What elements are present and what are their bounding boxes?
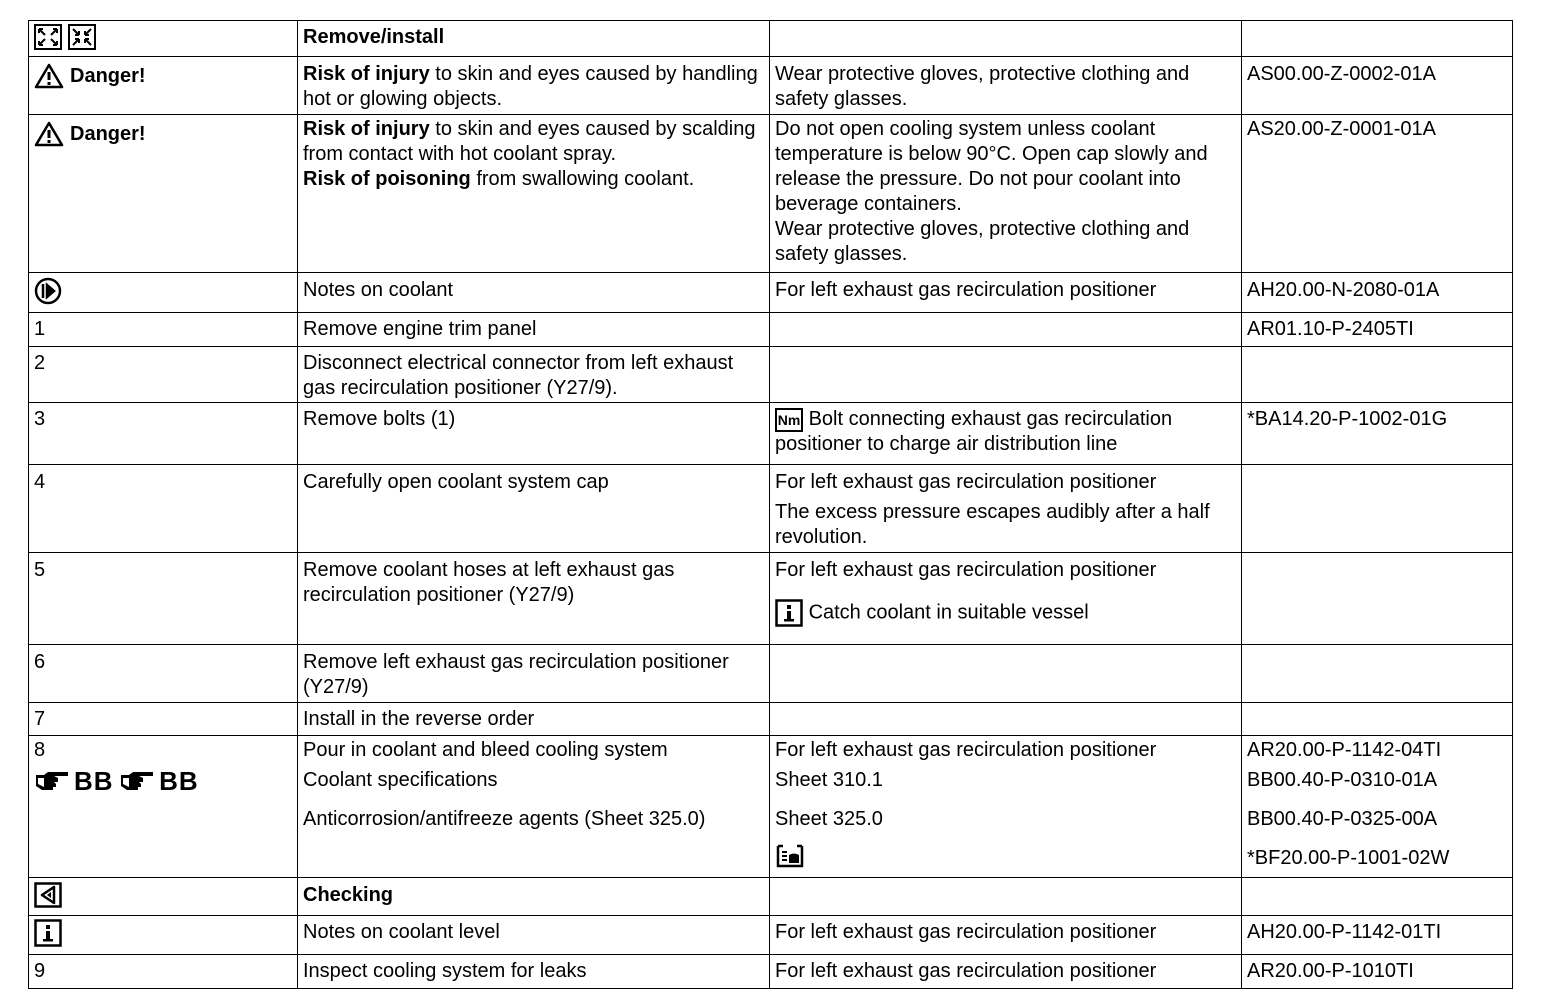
note-scope-cell: For left exhaust gas recirculation positioner xyxy=(770,273,1242,313)
document-reference[interactable]: AH20.00-N-2080-01A xyxy=(1247,279,1440,301)
step-text: Remove coolant hoses at left exhaust gas recirculation positioner (Y27/9) xyxy=(298,553,770,645)
danger-row xyxy=(29,115,1513,273)
header-row xyxy=(29,21,1513,57)
danger-measure-cell: Do not open cooling system unless coolant temperature is below 90°C. Open cap slowly and release the pressure. Do not pour coolant into beverage containers. Wear protective gloves, protective clothing and safety glasses. xyxy=(770,115,1242,273)
document-reference[interactable]: *BF20.00-P-1001-02W xyxy=(1247,847,1450,869)
procedure-table xyxy=(28,20,1513,989)
checking-title: Checking xyxy=(298,878,770,916)
step-ref xyxy=(1242,703,1513,736)
step-text: Inspect cooling system for leaks xyxy=(298,955,770,989)
document-reference[interactable]: AS20.00-Z-0001-01A xyxy=(1247,118,1437,140)
step-text: Install in the reverse order xyxy=(298,703,770,736)
step-text: Remove bolts (1) xyxy=(298,403,770,465)
info-icon xyxy=(775,599,803,627)
danger-label: Danger! xyxy=(34,63,146,89)
note-icon-cell xyxy=(29,273,298,313)
danger-label-cell xyxy=(29,115,298,273)
step-number: 3 xyxy=(29,403,298,465)
step-info: For left exhaust gas recirculation positioner xyxy=(770,916,1242,955)
step-row xyxy=(29,553,1513,645)
step-row xyxy=(29,347,1513,403)
danger-risk-cell: Risk of injury to skin and eyes caused by handling hot or glowing objects. xyxy=(298,57,770,115)
step-text: Remove engine trim panel xyxy=(298,313,770,347)
warning-triangle-icon xyxy=(34,121,64,147)
step-text: Disconnect electrical connector from left exhaust gas recirculation positioner (Y27/9). xyxy=(298,347,770,403)
note-ref-cell xyxy=(1242,273,1513,313)
step-number: 8 BB BB xyxy=(29,736,298,878)
info-icon xyxy=(34,919,62,947)
bb-reference-label: BB xyxy=(34,763,114,799)
checking-empty-cell xyxy=(1242,878,1513,916)
step-info: For left exhaust gas recirculation positioner The excess pressure escapes audibly after a half revolution. xyxy=(770,465,1242,553)
step-number: 7 xyxy=(29,703,298,736)
torque-nm-icon: Nm xyxy=(775,408,803,432)
document-reference[interactable]: AH20.00-P-1142-01TI xyxy=(1247,921,1442,943)
warning-triangle-icon xyxy=(34,63,64,89)
header-empty-cell xyxy=(1242,21,1513,57)
step-text: Carefully open coolant system cap xyxy=(298,465,770,553)
step-ref xyxy=(1242,553,1513,645)
step-number: 9 xyxy=(29,955,298,989)
step-info: Nm Bolt connecting exhaust gas recirculation positioner to charge air distribution line xyxy=(770,403,1242,465)
document-reference[interactable]: AR20.00-P-1142-04TI xyxy=(1247,739,1442,761)
step-ref xyxy=(1242,313,1513,347)
step-ref xyxy=(1242,347,1513,403)
header-empty-cell xyxy=(770,21,1242,57)
document-reference[interactable]: *BA14.20-P-1002-01G xyxy=(1247,408,1448,430)
step-row xyxy=(29,465,1513,553)
step-info: For left exhaust gas recirculation positioner Catch coolant in suitable vessel xyxy=(770,553,1242,645)
checking-header-row xyxy=(29,878,1513,916)
fluid-container-icon xyxy=(775,843,805,869)
checking-empty-cell xyxy=(770,878,1242,916)
checking-row xyxy=(29,916,1513,955)
note-text-cell: Notes on coolant xyxy=(298,273,770,313)
step-ref xyxy=(1242,736,1513,878)
step-info xyxy=(770,645,1242,703)
install-icon xyxy=(68,24,96,50)
step-number: 1 xyxy=(29,313,298,347)
step-text: Pour in coolant and bleed cooling system Coolant specifications Anticorrosion/antifreeze agents (Sheet 325.0) xyxy=(298,736,770,878)
step-number: 2 xyxy=(29,347,298,403)
document-reference[interactable]: BB00.40-P-0310-01A xyxy=(1247,769,1438,791)
checking-icon-cell xyxy=(29,878,298,916)
step-text: Remove left exhaust gas recirculation positioner (Y27/9) xyxy=(298,645,770,703)
pointing-hand-icon xyxy=(119,769,155,793)
bb-reference-label: BB xyxy=(119,763,199,799)
danger-row xyxy=(29,57,1513,115)
danger-label-cell xyxy=(29,57,298,115)
document-reference[interactable]: AR20.00-P-1010TI xyxy=(1247,960,1414,982)
header-title: Remove/install xyxy=(298,21,770,57)
step-row xyxy=(29,645,1513,703)
note-row xyxy=(29,273,1513,313)
pointing-hand-icon xyxy=(34,769,70,793)
step-row xyxy=(29,313,1513,347)
step-number: 6 xyxy=(29,645,298,703)
danger-ref-cell xyxy=(1242,115,1513,273)
step-info xyxy=(770,703,1242,736)
step-ref xyxy=(1242,465,1513,553)
step-ref xyxy=(1242,955,1513,989)
step-info xyxy=(770,347,1242,403)
danger-measure-cell: Wear protective gloves, protective clothing and safety glasses. xyxy=(770,57,1242,115)
step-info: For left exhaust gas recirculation positioner xyxy=(770,955,1242,989)
step-number: 4 xyxy=(29,465,298,553)
header-symbols-cell xyxy=(29,21,298,57)
document-reference[interactable]: BB00.40-P-0325-00A xyxy=(1247,808,1438,830)
note-arrow-icon xyxy=(34,277,62,305)
document-reference[interactable]: AR01.10-P-2405TI xyxy=(1247,318,1414,340)
step-row xyxy=(29,703,1513,736)
danger-ref-cell xyxy=(1242,57,1513,115)
step-info xyxy=(770,313,1242,347)
checking-icon xyxy=(34,882,62,908)
step-info: For left exhaust gas recirculation positioner Sheet 310.1 Sheet 325.0 xyxy=(770,736,1242,878)
step-ref xyxy=(1242,645,1513,703)
step-row xyxy=(29,403,1513,465)
step-ref xyxy=(1242,916,1513,955)
remove-icon xyxy=(34,24,62,50)
danger-label: Danger! xyxy=(34,121,146,147)
step-ref xyxy=(1242,403,1513,465)
info-icon-cell xyxy=(29,916,298,955)
danger-risk-cell: Risk of injury to skin and eyes caused by scalding from contact with hot coolant spray. Risk of poisoning from swallowing coolant. xyxy=(298,115,770,273)
step-text: Notes on coolant level xyxy=(298,916,770,955)
step-row xyxy=(29,955,1513,989)
document-reference[interactable]: AS00.00-Z-0002-01A xyxy=(1247,63,1437,85)
step-number: 5 xyxy=(29,553,298,645)
step-row xyxy=(29,736,1513,878)
